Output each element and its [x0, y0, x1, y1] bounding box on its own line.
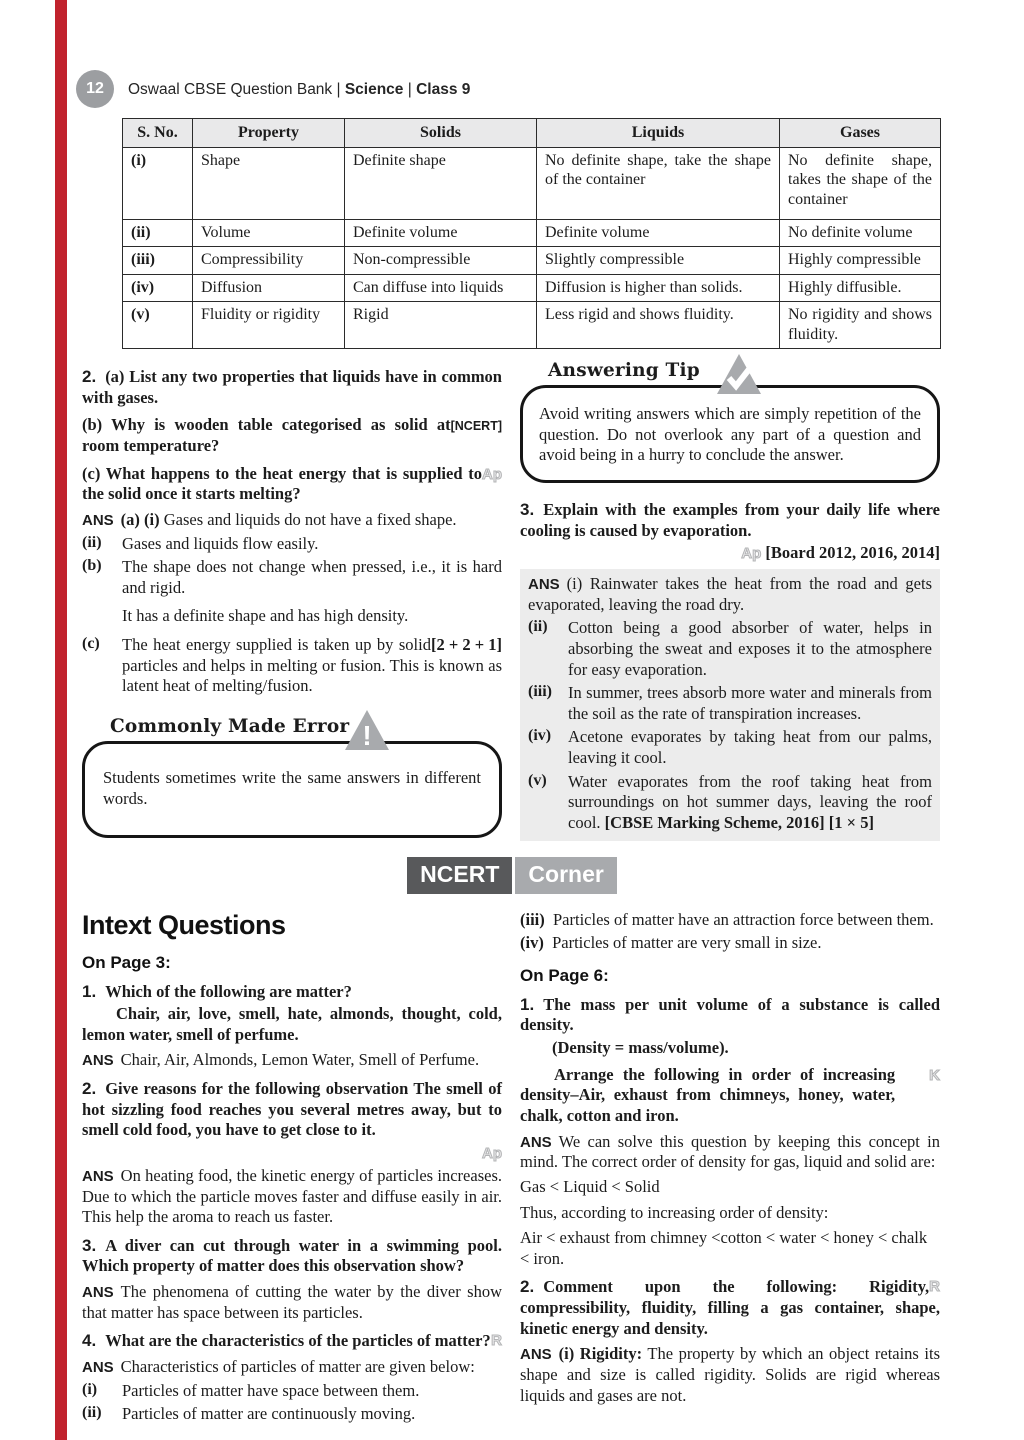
corner-banner-label: Corner [515, 857, 616, 894]
question-2a [82, 366, 502, 408]
question-text: (c) What happens to the heat energy that is supplied to the solid once it starts melting? [82, 463, 482, 504]
intext-questions-heading: Intext Questions [82, 909, 286, 940]
commonly-made-error-callout [82, 715, 502, 838]
question-2b [82, 415, 502, 456]
table-cell: Definite volume [537, 219, 780, 247]
upper-two-column-section [82, 359, 940, 841]
table-cell: Shape [193, 147, 345, 219]
table-row [123, 247, 941, 275]
col-header-gases: Gases [780, 119, 941, 148]
intext-q2-icon-line [82, 1143, 502, 1164]
lower-two-column-section [82, 906, 940, 1426]
marks-tag: [2 + 2 + 1] [430, 635, 502, 655]
question-text: The mass per unit volume of a substance is called density. [520, 994, 940, 1035]
answer-3-block [520, 569, 940, 841]
ap-cognitive-icon: Ap [482, 1145, 502, 1163]
item-label: (iv) [528, 727, 552, 745]
intext-ans4-item-continued [520, 910, 940, 931]
r-cognitive-icon: R [929, 1278, 940, 1296]
col-header-solids: Solids [345, 119, 537, 148]
intext-ans4-intro [82, 1357, 502, 1378]
answer-2-item [82, 606, 502, 627]
ans-label: ANS [520, 1133, 552, 1151]
ans-label: ANS [82, 511, 114, 529]
question-text: Arrange the following in order of increasing density–Air, exhaust from chimneys, honey, water, chalk, cotton and iron. [520, 1064, 896, 1125]
question-text: A diver can cut through water in a swimming pool. Which property of matter does this observation show? [82, 1235, 502, 1276]
answer-part-label: (a) (i) [120, 509, 160, 529]
table-cell: Definite volume [345, 219, 537, 247]
question-text: (a) List any two properties that liquids have in common with gases. [82, 367, 502, 407]
answer-text: Chair, Air, Almonds, Lemon Water, Smell of Perfume. [120, 1050, 480, 1070]
page6-ans1 [520, 1132, 940, 1173]
intext-ans4-item-continued [520, 933, 940, 954]
table-row [123, 274, 941, 302]
question-text: What are the characteristics of the particles of matter? [105, 1331, 491, 1351]
item-text: Particles of matter have an attraction force between them. [553, 909, 934, 929]
answer-text: We can solve this question by keeping this concept in mind. The correct order of density for gas, liquid and solid are: [520, 1131, 940, 1172]
callout-text: Students sometimes write the same answers in different words. [103, 767, 481, 808]
table-row [123, 219, 941, 247]
answer-3-item [528, 618, 932, 680]
table-header-row [123, 119, 941, 148]
question-text: (b) Why is wooden table categorised as solid at room temperature? [82, 415, 451, 455]
question-number: 1. [82, 981, 97, 1001]
page-header-subject: Science [344, 81, 404, 98]
item-label: (c) [82, 635, 100, 653]
ans-label: ANS [82, 1052, 114, 1070]
item-label: (i) [82, 1380, 98, 1398]
table-cell: (v) [123, 302, 193, 349]
table-cell: Slightly compressible [537, 247, 780, 275]
ap-cognitive-icon: Ap [482, 465, 502, 483]
intext-q1-list: Chair, air, love, smell, hate, almonds, thought, cold, lemon water, smell of perfume. [82, 1004, 502, 1044]
answering-tip-callout [520, 360, 940, 483]
callout-title: Answering Tip [542, 360, 706, 381]
table-cell: Diffusion [193, 274, 345, 302]
table-cell: Non-compressible [345, 247, 537, 275]
item-label: (ii) [82, 533, 102, 551]
item-text: Particles of matter are very small in size. [552, 933, 822, 953]
item-label: (iii) [520, 909, 545, 929]
page-number-badge: 12 [76, 70, 114, 108]
intext-q1 [82, 981, 502, 1003]
item-text: Cotton being a good absorber of water, helps in absorbing the sweat and exposes it to the atmosphere for easy evaporation. [568, 618, 932, 679]
question-2c [82, 464, 502, 505]
item-label: (iii) [528, 683, 552, 701]
table-cell: (iii) [123, 247, 193, 275]
question-number: 2. [82, 1079, 97, 1099]
intext-ans4-item [82, 1404, 502, 1425]
page6-ans1-order1: Gas < Liquid < Solid [520, 1176, 660, 1196]
question-text: Which of the following are matter? [105, 981, 352, 1001]
item-text [122, 635, 502, 697]
ncert-banner-label: NCERT [407, 857, 512, 894]
table-cell: No definite volume [780, 219, 941, 247]
ap-cognitive-icon: Ap [741, 545, 762, 563]
table-row [123, 302, 941, 349]
answer-text: The phenomena of cutting the water by the diver show that matter has space between its particles. [82, 1282, 502, 1322]
table-cell: (i) [123, 147, 193, 219]
marks-tag: [CBSE Marking Scheme, 2016] [1 × 5] [604, 812, 874, 832]
page6-q1-arrange [520, 1065, 940, 1127]
table-cell: Highly diffusible. [780, 274, 941, 302]
intext-q2 [82, 1078, 502, 1141]
page-header [128, 81, 470, 99]
table-cell: Fluidity or rigidity [193, 302, 345, 349]
checkmark-triangle-icon [716, 353, 762, 395]
col-header-sno: S. No. [123, 119, 193, 148]
ncert-corner-banner [0, 857, 1024, 894]
table-cell: No rigidity and shows fluidity. [780, 302, 941, 349]
answer-2-intro [82, 510, 502, 531]
question-3 [520, 499, 940, 541]
page-edge-strip [55, 0, 67, 1440]
answer-2-item [82, 534, 502, 555]
answer-text: (i) Rainwater takes the heat from the road and gets evaporated, leaving the road dry. [528, 573, 932, 614]
page-header-class: Class 9 [416, 81, 471, 98]
table-cell: (ii) [123, 219, 193, 247]
answer-text: Gases and liquids do not have a fixed shape. [163, 509, 457, 529]
page6-ans1-order2: Air < exhaust from chimney <cotton < water < honey < chalk < iron. [520, 1228, 928, 1268]
item-text: In summer, trees absorb more water and minerals from the soil as the rate of transpiration increases. [568, 683, 932, 723]
item-label: (v) [528, 771, 547, 789]
upper-right-column [520, 359, 940, 841]
page-header-sep: | [403, 81, 417, 98]
item-text: Gases and liquids flow easily. [122, 533, 319, 553]
svg-text:!: ! [362, 719, 372, 751]
table-cell: Less rigid and shows fluidity. [537, 302, 780, 349]
question-number: 2. [520, 1277, 535, 1297]
col-header-property: Property [193, 119, 345, 148]
answer-text: Characteristics of particles of matter are given below: [120, 1357, 475, 1377]
ans-label: ANS [82, 1359, 114, 1377]
item-text: Particles of matter have space between them. [122, 1380, 420, 1400]
table-cell: No definite shape, takes the shape of the container [780, 147, 941, 219]
question-text: Comment upon the following: Rigidity, compressibility, fluidity, filling a gas container, shape, kinetic energy and density. [520, 1277, 940, 1338]
properties-of-matter-table [122, 118, 941, 349]
item-label: (ii) [528, 618, 548, 636]
intext-q4 [82, 1330, 502, 1352]
warning-triangle-icon [344, 709, 390, 751]
item-text: Particles of matter are continuously moving. [122, 1404, 416, 1424]
item-text-body: The heat energy supplied is taken up by solid particles and helps in melting or fusion. This is known as latent heat of melting/fusion. [122, 635, 502, 696]
ncert-tag: [NCERT] [450, 419, 502, 434]
answer-2-item [82, 557, 502, 598]
intext-ans3 [82, 1282, 502, 1323]
table-row [123, 147, 941, 219]
question-number: 4. [82, 1331, 97, 1351]
answer-3-item [528, 727, 932, 768]
ans-label: ANS [82, 1284, 114, 1302]
question-number: 3. [82, 1235, 97, 1255]
lower-left-column [82, 906, 502, 1426]
ans-label: ANS [520, 1346, 552, 1364]
item-text: The shape does not change when pressed, i.e., it is hard and rigid. [122, 557, 502, 597]
question-number: 1. [520, 994, 535, 1014]
callout-text: Avoid writing answers which are simply repetition of the question. Do not overlook any part of a question and avoid being in a hurry to conclude the answer. [539, 404, 921, 465]
answer-3-item [528, 772, 932, 834]
on-page-6-subheading: On Page 6: [520, 965, 609, 985]
col-header-liquids: Liquids [537, 119, 780, 148]
answer-3-intro [528, 574, 932, 615]
item-text: It has a definite shape and has high density. [122, 606, 409, 626]
item-text-body: Water evaporates from the roof taking heat from surroundings on hot summer days, leaving the roof cool. [568, 771, 932, 832]
r-cognitive-icon: R [491, 1332, 502, 1350]
item-text: Acetone evaporates by taking heat from our palms, leaving it cool. [568, 727, 932, 768]
callout-body [82, 741, 502, 838]
intext-ans1 [82, 1050, 502, 1071]
answer-term: (i) Rigidity: [558, 1344, 643, 1364]
page6-q1 [520, 994, 940, 1036]
question-number: 2. [82, 367, 97, 387]
callout-body [520, 385, 940, 483]
table-cell: Volume [193, 219, 345, 247]
table-cell: Can diffuse into liquids [345, 274, 537, 302]
answer-3-item [528, 683, 932, 724]
question-text: Give reasons for the following observation The smell of hot sizzling food reaches you several metres away, but to smell cold food, you have to get close to it. [82, 1079, 502, 1140]
table-cell: No definite shape, take the shape of the container [537, 147, 780, 219]
table-cell: Highly compressible [780, 247, 941, 275]
intext-ans2 [82, 1166, 502, 1228]
intext-ans4-item [82, 1381, 502, 1402]
item-label: (iv) [520, 933, 544, 953]
intext-q3 [82, 1235, 502, 1277]
page6-ans1-thus: Thus, according to increasing order of density: [520, 1202, 829, 1222]
item-label: (ii) [82, 1404, 102, 1422]
board-tag: [Board 2012, 2016, 2014] [765, 543, 940, 563]
upper-left-column [82, 359, 502, 841]
table-cell: Rigid [345, 302, 537, 349]
item-text [568, 772, 932, 834]
page-header-pre: Oswaal CBSE Question Bank | [128, 81, 345, 98]
answer-text: On heating food, the kinetic energy of particles increases. Due to which the particle moves faster and diffuse easily in air. This help the aroma to reach us faster. [82, 1165, 502, 1227]
question-number: 3. [520, 499, 535, 519]
callout-title: Commonly Made Error [104, 716, 355, 737]
page6-q2 [520, 1276, 940, 1339]
answer-2-item [82, 635, 502, 697]
ans-label: ANS [82, 1167, 114, 1185]
table-cell: (iv) [123, 274, 193, 302]
k-cognitive-icon: K [929, 1066, 940, 1084]
table-cell: Diffusion is higher than solids. [537, 274, 780, 302]
answer-text: The property by which an object retains its shape and size is called rigidity. Solids are rigid whereas liquids and gases are not. [520, 1344, 940, 1405]
page6-q1-formula: (Density = mass/volume). [552, 1038, 729, 1058]
table-cell: Definite shape [345, 147, 537, 219]
page6-ans2 [520, 1344, 940, 1406]
table-cell: Compressibility [193, 247, 345, 275]
ans-label: ANS [528, 575, 560, 593]
on-page-3-subheading: On Page 3: [82, 952, 171, 972]
question-3-source-line [520, 543, 940, 564]
lower-right-column [520, 906, 940, 1426]
question-text: Explain with the examples from your daily life where cooling is caused by evaporation. [520, 499, 940, 540]
item-label: (b) [82, 557, 102, 575]
